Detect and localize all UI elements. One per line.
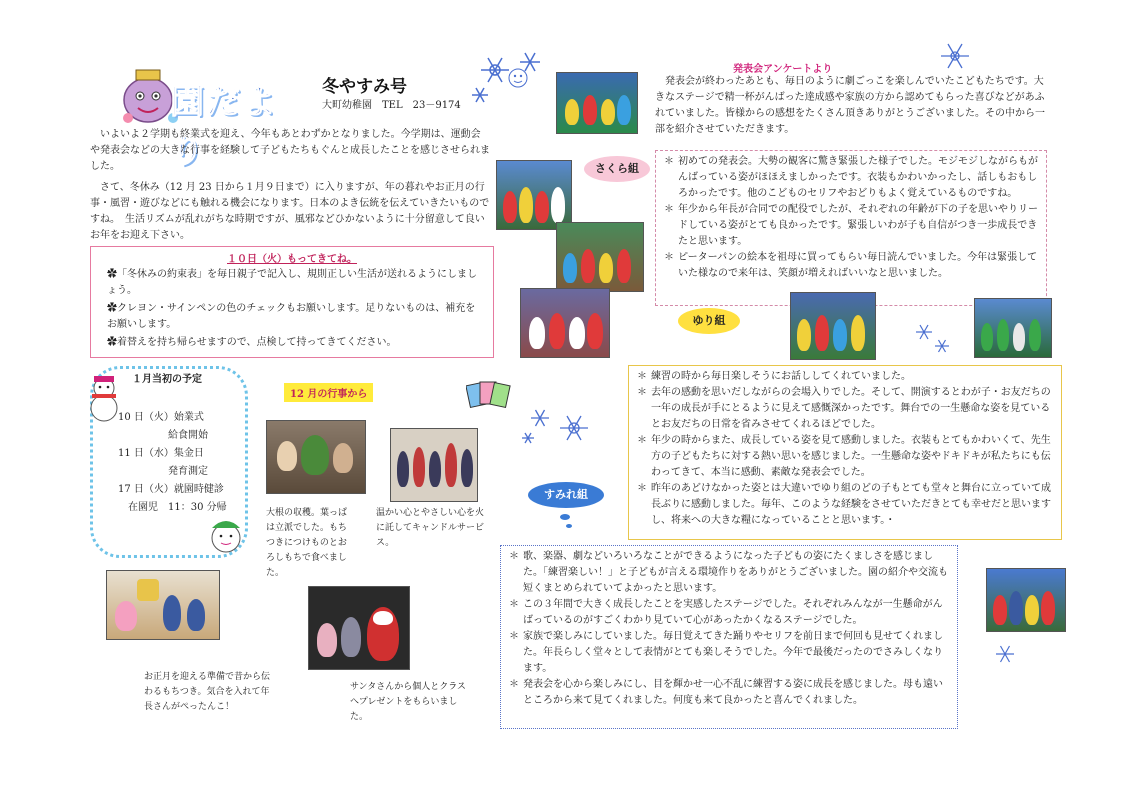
photo-stage-4 <box>520 288 610 358</box>
sakura-item: ＊ 初めての発表会。大勢の観客に驚き緊張した様子でした。モジモジしながらもがんばっている姿がほほえましかったです。衣装もかわいかったし、話しもおもしろかったです。他のこどものセリフやおどりもよく覚えているものですね。 <box>664 156 1038 199</box>
sumire-item: ＊ この３年間で大きく成長したことを実感したステージでした。それぞれみんなが一生懸命がんばっているのがすごくわかり見ていて心があったかくなるステージでした。 <box>509 599 943 626</box>
sumire-bubble-tail <box>566 524 572 528</box>
school-info: 大町幼稚園 TEL 23－9174 <box>322 100 461 111</box>
bring-item-3: ✿着替えを持ち帰らせますので、点検して持ってきてください。 <box>107 337 397 348</box>
photo-sumire <box>986 568 1066 632</box>
photo-santa <box>308 586 410 670</box>
snowman-icon <box>206 512 246 554</box>
survey-intro: 発表会が終わったあとも、毎日のように劇ごっこを楽しんでいたこどもたちです。大きなステージで精一杯がんばった達成感や家族の方から認めてもらった喜びなどがあふれていました。皆様からの感想をたくさん頂きありがとうございました。その中から一部を紹介させていただきます。 <box>655 76 1045 135</box>
caption-mochi: お正月を迎える準備で昔から伝わるもちつき。気合を入れて年長さんがぺったんこ！ <box>144 672 271 712</box>
sumire-item: ＊ 発表会を心から楽しみにし、目を輝かせ一心不乱に練習する姿に成長を感じました。母も遠いところから来て見てくれました。何度も来て良かったと喜んでくれました。 <box>509 679 943 706</box>
issue-title: 冬やすみ号 <box>322 77 407 97</box>
sumire-item: ＊ 歌、楽器、劇などいろいろなことができるようになった子どもの姿にたくましさを感じました。「練習楽しい！」と子どもが言える環境作りをありがとうございました。園の紹介や交流も短くまとめられていてよかったと思います。 <box>509 551 948 594</box>
photo-candle-service <box>390 428 478 502</box>
schedule-title: １月当初の予定 <box>132 374 202 385</box>
sumire-label: すみれ組 <box>528 482 604 508</box>
sumire-item: ＊ 家族で楽しみにしていました。毎日覚えてきた踊りやセリフを前日まで何回も見せてくれました。年長らしく堂々として表情がとても楽しそうでした。今年で最後だったのでさみしくなります。 <box>509 631 943 674</box>
bring-items-box <box>90 246 494 358</box>
december-badge: 12 月の行事から <box>284 383 373 402</box>
intro-paragraph-2: さて、冬休み（12 月 23 日から１月９日まで）に入りますが、年の暮れやお正月の行事・風習・遊びなどにも触れる機会になります。日本のよき伝統を伝えていきたいものですね。 生活リズムが乱れがちな時期ですが、風邪などひかないように十分留意して良いお年をお迎え下さい。 <box>90 182 490 241</box>
snowflake-icon <box>930 36 980 76</box>
survey-title: 発表会アンケートより <box>733 64 833 75</box>
schedule-line-4: 発育測定 <box>168 466 208 477</box>
sakura-box <box>655 150 1047 306</box>
bring-item-2: ✿クレヨン・サインペンの色のチェックもお願いします。足りないものは、補充をお願いします。 <box>107 303 476 330</box>
photo-yuri-1 <box>790 292 876 360</box>
photo-yuri-2 <box>974 298 1052 358</box>
photo-stage-1 <box>556 72 638 134</box>
schedule-line-5: 17 日（火）就園時健診 <box>118 484 224 495</box>
sumire-bubble-tail <box>560 514 570 520</box>
photo-stage-3 <box>556 222 644 292</box>
sakura-item: ＊ ピーターパンの絵本を祖母に買ってもらい毎日読んでいました。今年は緊張していた様なので来年は、笑顔が増えればいいなと思いました。 <box>664 252 1038 279</box>
photo-radish-harvest <box>266 420 366 494</box>
caption-santa: サンタさんから個人とクラスへプレゼントをもらいました。 <box>350 682 466 722</box>
snowflake-icon <box>908 318 954 358</box>
photo-mochi-pounding <box>106 570 220 640</box>
bring-items-title: １０日（火）もってきてね。 <box>227 254 357 265</box>
logo-text: 園だより <box>170 82 278 171</box>
schedule-line-6: 在園児 11：30 分帰 <box>128 502 227 513</box>
yuri-item: ＊ 年少の時からまた、成長している姿を見て感動しました。衣装もとてもかわいくて、先生方の子どもたちに対する熱い思いを感じました。一生懸命な姿やドキドキが私たちにも伝わってきて、本当に感動、素敵な発表会でした。 <box>637 435 1051 478</box>
yuri-label: ゆり組 <box>678 308 740 334</box>
snowflake-icon <box>990 640 1020 668</box>
schedule-line-1: 10 日（火）始業式 <box>118 412 204 423</box>
caption-radish: 大根の収穫。葉っぱは立派でした。もちつきにつけものとおろしもちで食べました。 <box>266 508 348 578</box>
logo <box>118 60 290 171</box>
yuri-item: ＊ 昨年のあどけなかった姿とは大違いでゆり組のどの子もとても堂々と舞台に立っていて成長ぶりに感動しました。毎年、このような経験をさせていただきとても幸せだと思いますし、将来への大きな糧になっていることと思います。・ <box>637 483 1051 526</box>
intro-paragraph-1: いよいよ２学期も終業式を迎え、今年もあとわずかとなりました。今学期は、運動会や発表会などの大きな行事を経験して子どもたちもぐんと成長したことを感じさせられました。 <box>90 129 490 172</box>
caption-candle: 温かい心とやさしい心を火に託してキャンドルサービス。 <box>376 508 485 548</box>
snowflake-icon <box>516 404 606 454</box>
sakura-item: ＊ 年少から年長が合同での配役でしたが、それぞれの年齢が下の子を思いやりリードしている姿がとても良かったです。緊張しいわが子も自信がつき一歩成長できたと思います。 <box>664 204 1038 247</box>
sumire-box <box>500 545 958 729</box>
schedule-line-3: 11 日（水）集金日 <box>118 448 204 459</box>
snowflake-icon <box>460 40 560 110</box>
schedule-line-2: 給食開始 <box>168 430 208 441</box>
yuri-box <box>628 365 1062 540</box>
yuri-item: ＊ 去年の感動を思いだしながらの会場入りでした。そして、開演するとわが子・お友だちの一年の成長が手にとるように見えて感慨深かったです。舞台での一生懸命な姿を見ているとお友だちの日常を省みさせてくれるほどでした。 <box>637 387 1051 430</box>
photo-stage-2 <box>496 160 572 230</box>
sakura-label: さくら組 <box>584 156 650 182</box>
cards-icon <box>466 378 512 412</box>
yuri-item: ＊ 練習の時から毎日楽しそうにお話ししてくれていました。 <box>637 371 911 382</box>
bring-item-1: ✿「冬休みの約束表」を毎日親子で記入し、規則正しい生活が送れるようにしましょう。 <box>107 269 477 296</box>
